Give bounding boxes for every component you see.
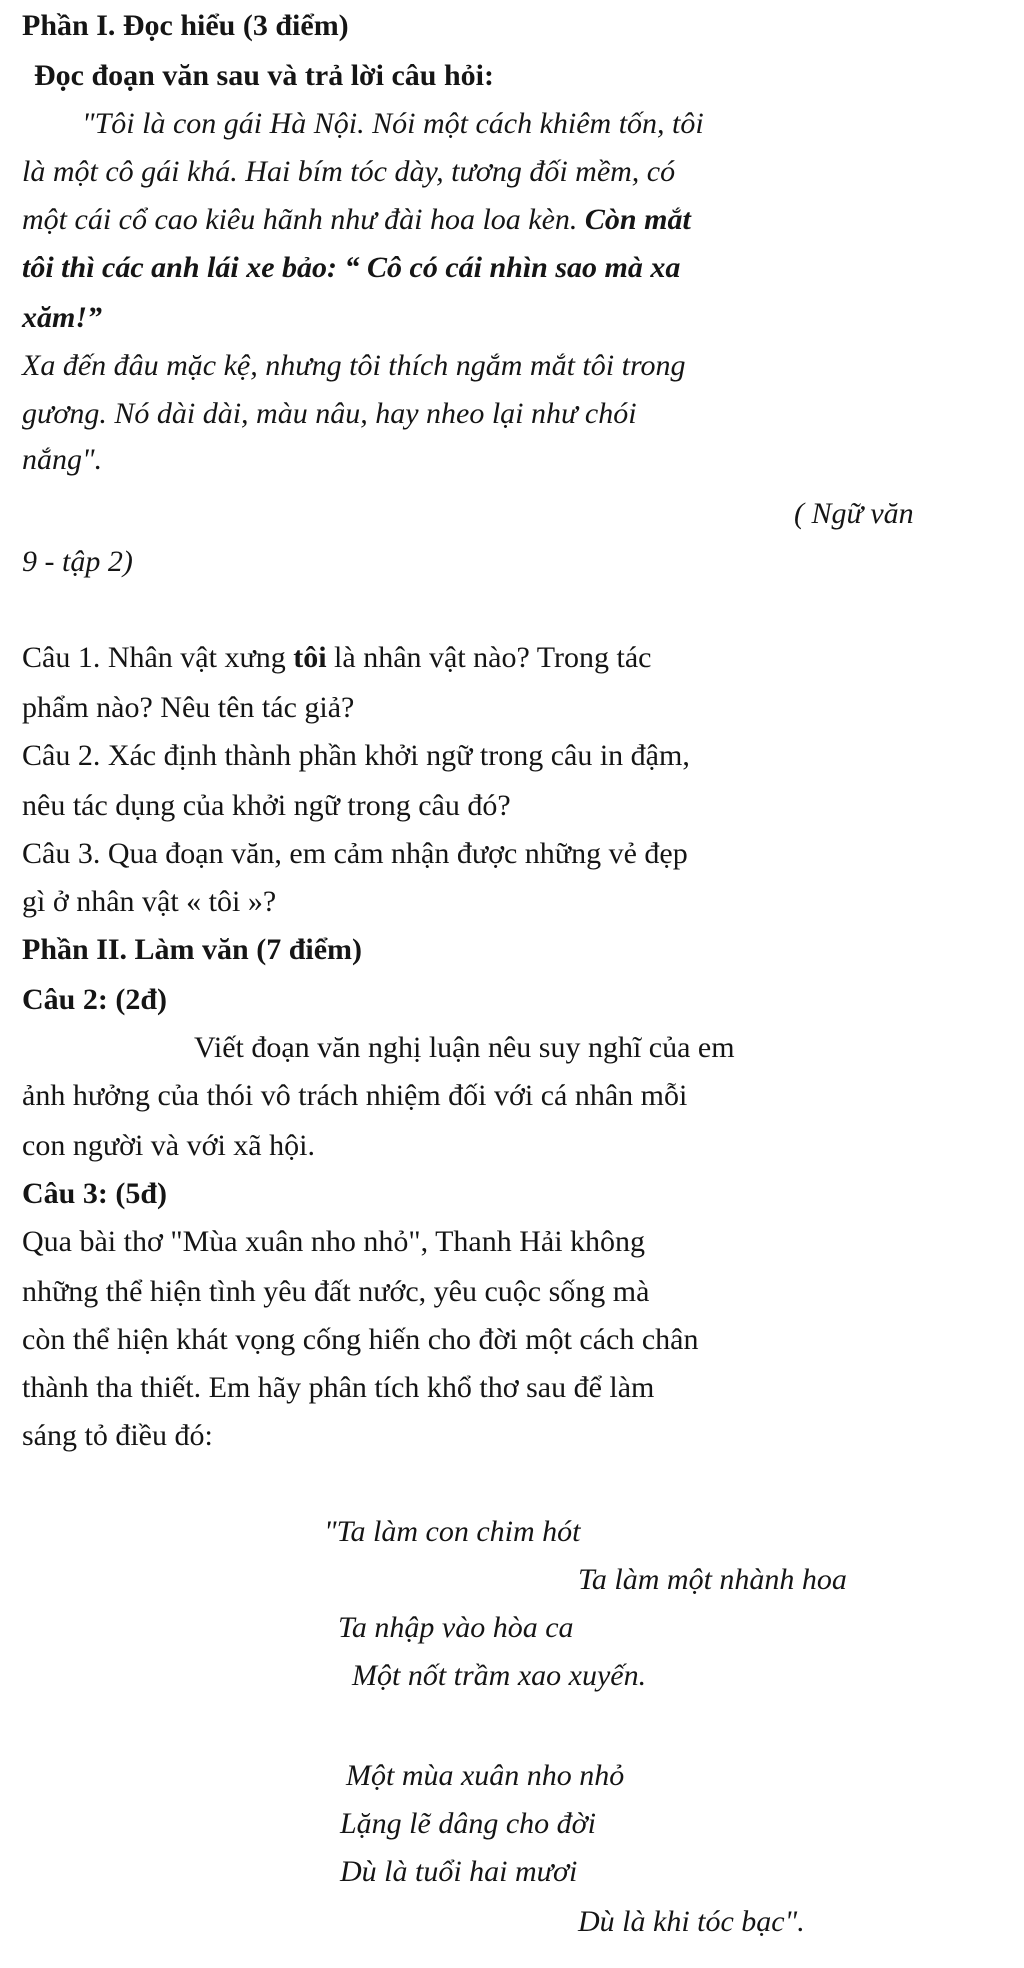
poem-line-7: Dù là tuổi hai mươi (340, 1855, 578, 1888)
poem-line-6: Lặng lẽ dâng cho đời (340, 1807, 596, 1840)
question-2-line-1: Câu 2. Xác định thành phần khởi ngữ trong câu in đậm, (22, 739, 690, 772)
passage-line-2: là một cô gái khá. Hai bím tóc dày, tương đối mềm, có (22, 155, 676, 188)
cau2-label: Câu 2: (2đ) (22, 983, 168, 1016)
question-1-line-1 (22, 638, 651, 678)
part1-heading: Phần I. Đọc hiểu (3 điểm) (22, 9, 349, 42)
passage-line-1: "Tôi là con gái Hà Nội. Nói một cách khiêm tốn, tôi (82, 107, 704, 140)
cau3-line-5: sáng tỏ điều đó: (22, 1419, 213, 1452)
question-1-line-2: phẩm nào? Nêu tên tác giả? (22, 691, 355, 724)
passage-line-8: nắng". (22, 443, 103, 476)
source-citation-a: ( Ngữ văn (794, 497, 914, 530)
cau3-line-3: còn thể hiện khát vọng cống hiến cho đời một cách chân (22, 1323, 699, 1356)
part2-heading: Phần II. Làm văn (7 điểm) (22, 933, 363, 966)
cau3-line-1: Qua bài thơ "Mùa xuân nho nhỏ", Thanh Hải không (22, 1225, 646, 1258)
cau3-line-4: thành tha thiết. Em hãy phân tích khổ thơ sau để làm (22, 1371, 655, 1404)
poem-line-2: Ta làm một nhành hoa (578, 1563, 847, 1596)
poem-line-3: Ta nhập vào hòa ca (338, 1611, 574, 1644)
passage-line-7: gương. Nó dài dài, màu nâu, hay nheo lại như chói (22, 397, 637, 430)
question-2-line-2: nêu tác dụng của khởi ngữ trong câu đó? (22, 789, 511, 822)
poem-line-5: Một mùa xuân nho nhỏ (346, 1759, 625, 1792)
passage-line-4: tôi thì các anh lái xe bảo: “ Cô có cái nhìn sao mà xa (22, 251, 681, 284)
question-3-line-2: gì ở nhân vật « tôi »? (22, 885, 277, 918)
question-3-line-1: Câu 3. Qua đoạn văn, em cảm nhận được những vẻ đẹp (22, 837, 688, 870)
question-1-pre: Câu 1. Nhân vật xưng (22, 641, 294, 674)
passage-line-6: Xa đến đâu mặc kệ, nhưng tôi thích ngắm mắt tôi trong (22, 349, 686, 382)
cau2-line-3: con người và với xã hội. (22, 1129, 315, 1162)
part1-instruction: Đọc đoạn văn sau và trả lời câu hỏi: (34, 59, 494, 92)
passage-line-3 (22, 200, 691, 240)
cau3-label: Câu 3: (5đ) (22, 1177, 168, 1210)
poem-line-4: Một nốt trầm xao xuyến. (352, 1659, 647, 1692)
passage-line-5: xăm!” (22, 301, 103, 334)
cau2-line-2: ảnh hưởng của thói vô trách nhiệm đối với cá nhân mỗi (22, 1079, 688, 1112)
passage-line-3-bold: Còn mắt (584, 203, 691, 236)
passage-line-3-plain: một cái cổ cao kiêu hãnh như đài hoa loa kèn. (22, 203, 585, 236)
poem-line-1: "Ta làm con chim hót (324, 1515, 581, 1548)
question-1-bold: tôi (293, 641, 327, 674)
question-1-post: là nhân vật nào? Trong tác (326, 641, 652, 674)
source-citation-b: 9 - tập 2) (22, 545, 133, 578)
cau3-line-2: những thể hiện tình yêu đất nước, yêu cuộc sống mà (22, 1275, 650, 1308)
cau2-line-1: Viết đoạn văn nghị luận nêu suy nghĩ của em (194, 1031, 735, 1064)
poem-line-8: Dù là khi tóc bạc". (578, 1905, 805, 1938)
